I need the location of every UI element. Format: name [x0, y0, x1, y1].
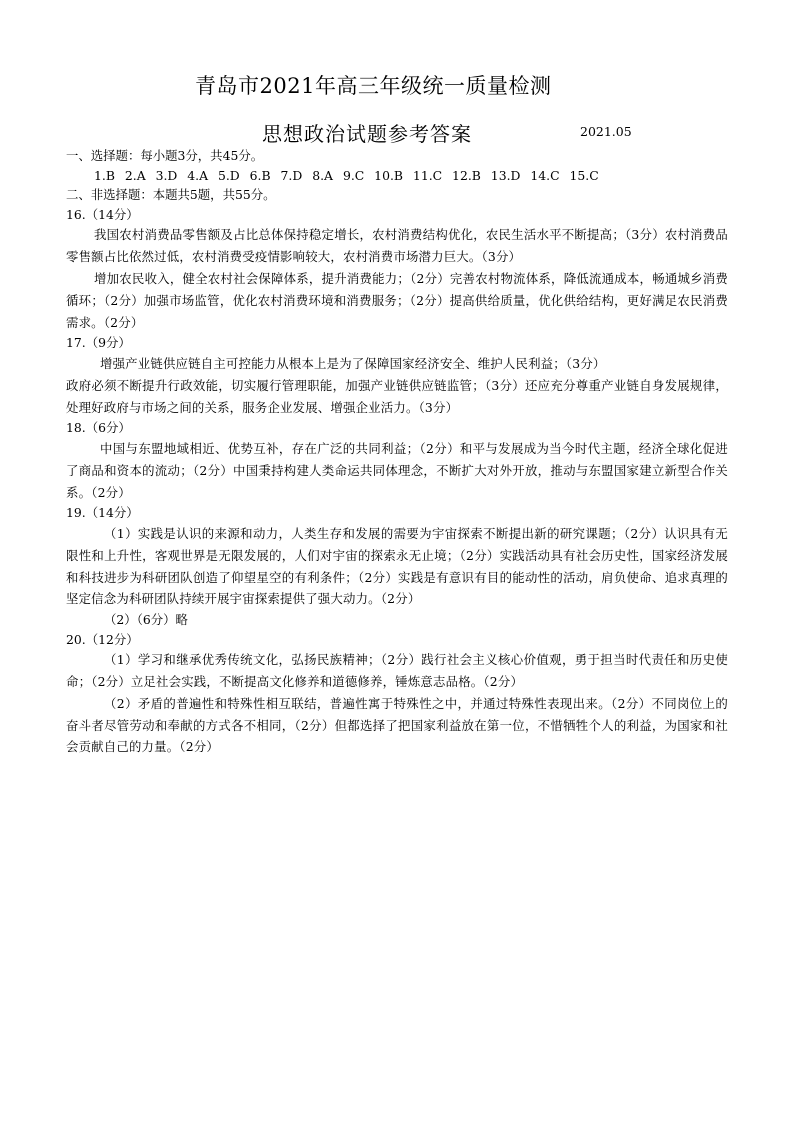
q20-paragraph-1: （1）学习和继承优秀传统文化，弘扬民族精神；（2分）践行社会主义核心价值观，勇于担当时代责任和历史使命；（2分）立足社会实践，不断提高文化修养和道德修养，锤炼意志品格。（2分）: [66, 652, 728, 690]
choice-answers: 1.B 2.A 3.D 4.A 5.D 6.B 7.D 8.A 9.C 10.B 11.C 12.B 13.D 14.C 15.C: [94, 167, 599, 183]
q16-label: 16.（14分）: [66, 206, 139, 222]
q19-paragraph-2: （2）（6分）略: [104, 612, 188, 628]
q19-label: 19.（14分）: [66, 505, 139, 521]
section2-heading: 二、非选择题：本题共5题，共55分。: [66, 187, 276, 203]
q17-label: 17.（9分）: [66, 335, 131, 351]
q19-paragraph-1: （1）实践是认识的来源和动力，人类生存和发展的需要为宇宙探索不断提出新的研究课题；（2分）认识具有无限性和上升性，客观世界是无限发展的，人们对宇宙的探索永无止境；（2分）实践活动具有社会历史性，国家经济发展和科技进步为科研团队创造了仰望星空的有利条件；（2分）实践是有意识有目的能动性的活动，肩负使命、追求真理的坚定信念为科研团队持续开展宇宙探索提供了强大动力。（2分）: [66, 525, 728, 607]
q16-paragraph-2: 增加农民收入，健全农村社会保障体系，提升消费能力；（2分）完善农村物流体系，降低流通成本，畅通城乡消费循环；（2分）加强市场监管，优化农村消费环境和消费服务；（2分）提高供给质量，优化供给结构，更好满足农民消费需求。（2分）: [66, 270, 728, 330]
q17-paragraph-1: 增强产业链供应链自主可控能力从根本上是为了保障国家经济安全、维护人民利益；（3分）: [100, 355, 606, 371]
q16-paragraph-1: 我国农村消费品零售额及占比总体保持稳定增长，农村消费结构优化，农民生活水平不断提高；（3分）农村消费品零售额占比依然过低，农村消费受疫情影响较大，农村消费市场潜力巨大。（3分）: [66, 227, 728, 265]
section1-heading: 一、选择题：每小题3分，共45分。: [66, 148, 264, 163]
q20-paragraph-2: （2）矛盾的普遍性和特殊性相互联结，普遍性寓于特殊性之中，并通过特殊性表现出来。（2分）不同岗位上的奋斗者尽管劳动和奉献的方式各不相同，（2分）但都选择了把国家利益放在第一位，不惜牺牲个人的利益，为国家和社会贡献自己的力量。（2分）: [66, 695, 728, 755]
document-date: 2021.05: [580, 124, 632, 139]
answer-content: [66, 146, 728, 758]
document-subtitle: 思想政治试题参考答案: [262, 122, 472, 146]
q17-paragraph-2: 政府必须不断提升行政效能，切实履行管理职能，加强产业链供应链监管；（3分）还应充分尊重产业链自身发展规律，处理好政府与市场之间的关系，服务企业发展、增强企业活力。（3分）: [66, 377, 728, 415]
q18-label: 18.（6分）: [66, 420, 131, 436]
subtitle-row: [0, 118, 794, 146]
q20-label: 20.（12分）: [66, 631, 139, 647]
document-title: 青岛市2021年高三年级统一质量检测: [195, 74, 552, 98]
q18-paragraph-1: 中国与东盟地域相近、优势互补，存在广泛的共同利益；（2分）和平与发展成为当今时代主题，经济全球化促进了商品和资本的流动；（2分）中国秉持构建人类命运共同体理念，不断扩大对外开放，推动与东盟国家建立新型合作关系。（2分）: [66, 440, 728, 500]
